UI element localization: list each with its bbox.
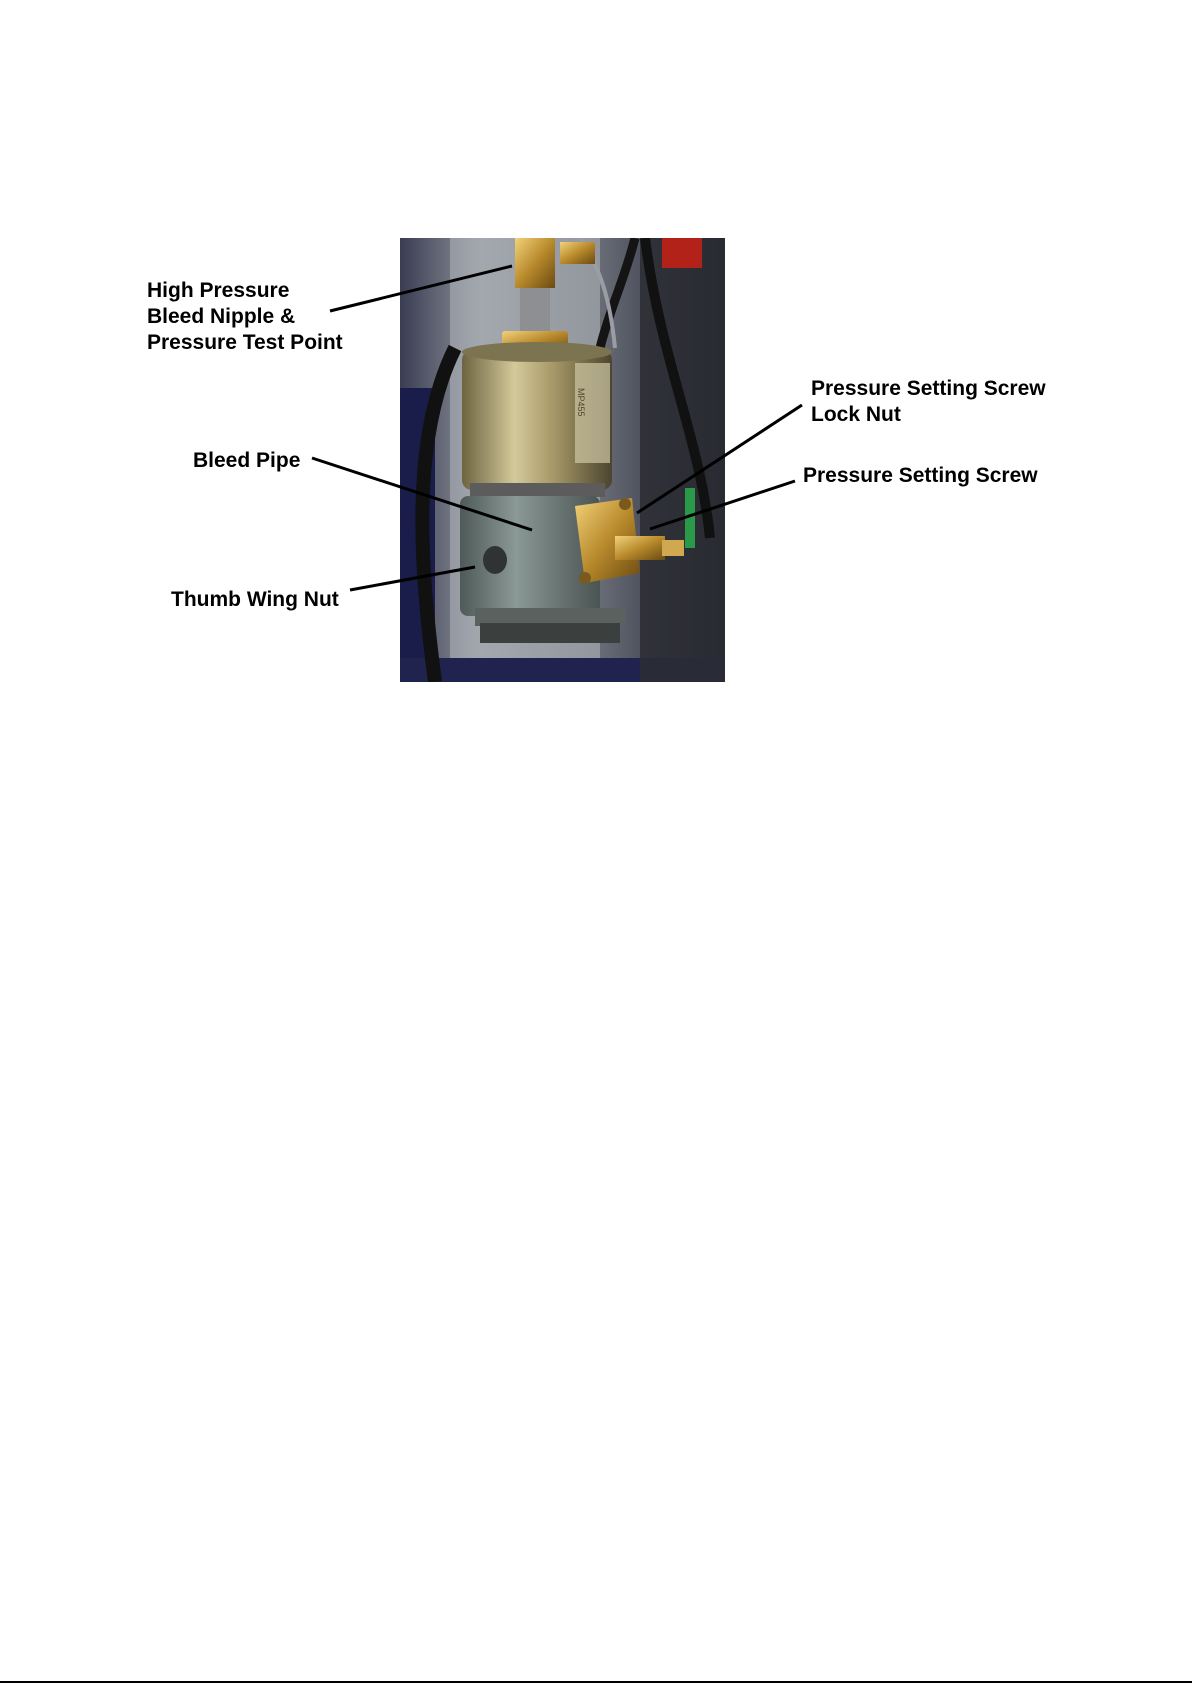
pump-label-text: MP455 — [576, 388, 586, 417]
label-bleed-pipe: Bleed Pipe — [193, 449, 301, 472]
label-pressure-setting-screw: Pressure Setting Screw — [803, 464, 1038, 487]
label-high-pressure-bleed-nipple: High Pressure Bleed Nipple & Pressure Test Point — [147, 279, 343, 354]
leader-setting-screw — [650, 481, 795, 529]
leader-high-pressure — [330, 266, 512, 311]
label-pressure-setting-screw-lock-nut: Pressure Setting Screw Lock Nut — [811, 377, 1046, 426]
leader-lock-nut — [637, 405, 802, 513]
leader-bleed-pipe — [312, 458, 532, 530]
label-thumb-wing-nut: Thumb Wing Nut — [171, 588, 339, 611]
leader-thumb-wing-nut — [350, 567, 475, 590]
page-bottom-rule — [0, 1681, 1192, 1683]
